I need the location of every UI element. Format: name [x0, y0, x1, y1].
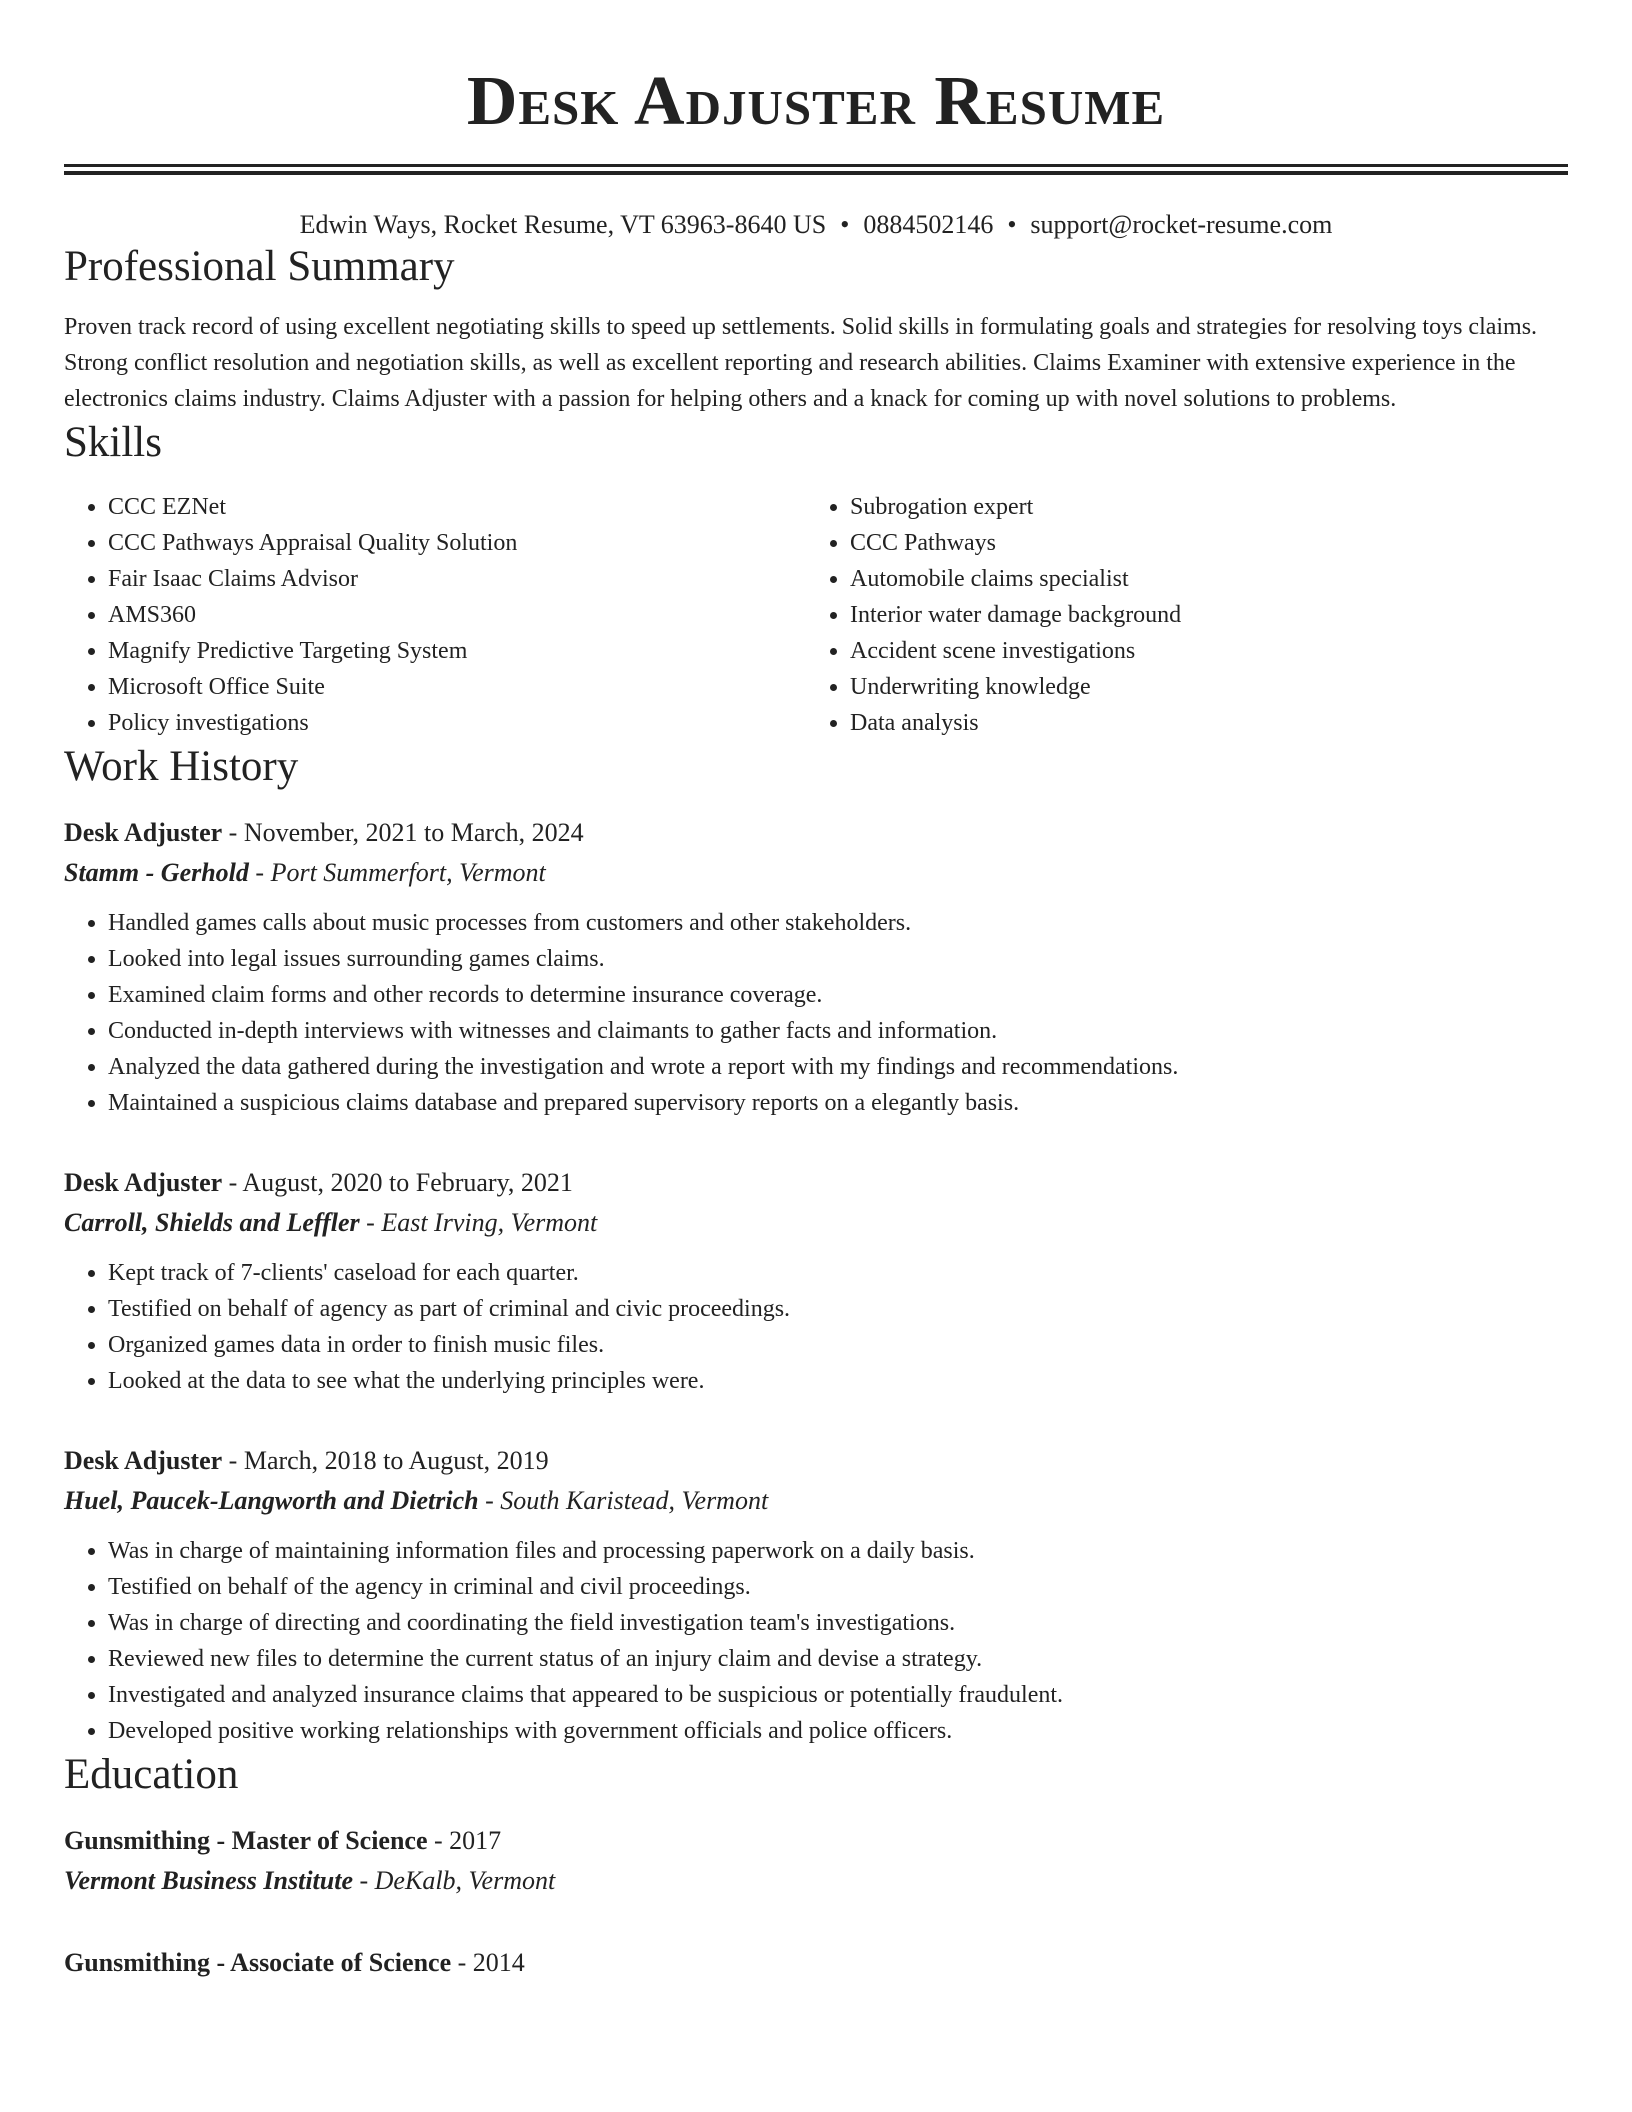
job-bullet: • Maintained a suspicious claims database and prepared supervisory reports on a elegantly basis.: [108, 1085, 1568, 1121]
summary-heading: Professional Summary: [64, 243, 455, 290]
employer-name: Stamm - Gerhold: [64, 858, 249, 887]
contact-line: [64, 209, 1568, 241]
job-bullet: • Looked into legal issues surrounding games claims.: [108, 941, 1568, 977]
degree-line: [64, 1821, 1568, 1861]
contact-address: Edwin Ways, Rocket Resume, VT 63963-8640 US: [299, 210, 827, 239]
skills-heading: Skills: [64, 419, 162, 466]
skill-item: • Microsoft Office Suite: [108, 669, 806, 705]
education-entry: [64, 1943, 1568, 1983]
job-entry: [64, 813, 1568, 1121]
job-bullet: • Examined claim forms and other records to determine insurance coverage.: [108, 977, 1568, 1013]
work-history-heading: Work History: [64, 743, 299, 790]
job-bullet: • Reviewed new files to determine the current status of an injury claim and devise a strategy.: [108, 1641, 1568, 1677]
school-location: - DeKalb, Vermont: [353, 1866, 556, 1895]
skill-item: • Automobile claims specialist: [850, 561, 1548, 597]
education-entry: [64, 1821, 1568, 1901]
job-title: Desk Adjuster: [64, 1446, 223, 1475]
job-title-line: [64, 813, 1568, 853]
education-heading: Education: [64, 1751, 239, 1798]
employer-line: [64, 1481, 1568, 1521]
degree-line: [64, 1943, 1568, 1983]
job-title-line: [64, 1163, 1568, 1203]
skill-item: • Underwriting knowledge: [850, 669, 1548, 705]
job-title: Desk Adjuster: [64, 1168, 223, 1197]
school-line: [64, 1861, 1568, 1901]
contact-separator: •: [1007, 210, 1017, 239]
job-dates: - November, 2021 to March, 2024: [222, 818, 584, 847]
job-bullet: • Testified on behalf of the agency in criminal and civil proceedings.: [108, 1569, 1568, 1605]
degree-name: Gunsmithing - Associate of Science: [64, 1948, 452, 1977]
job-bullets: [64, 1533, 1568, 1749]
skills-list-right: [806, 489, 1548, 741]
school-name: Vermont Business Institute: [64, 1866, 353, 1895]
job-title: Desk Adjuster: [64, 818, 223, 847]
job-bullet: • Kept track of 7-clients' caseload for each quarter.: [108, 1255, 1568, 1291]
resume-title: Desk Adjuster Resume: [466, 63, 1166, 140]
degree-year: - 2014: [451, 1948, 525, 1977]
skill-item: • CCC EZNet: [108, 489, 806, 525]
skill-item: • AMS360: [108, 597, 806, 633]
degree-name: Gunsmithing - Master of Science: [64, 1826, 428, 1855]
employer-line: [64, 853, 1568, 893]
resume-page: [64, 0, 1568, 1983]
job-entry: [64, 1441, 1568, 1749]
job-bullet: • Testified on behalf of agency as part of criminal and civic proceedings.: [108, 1291, 1568, 1327]
contact-separator: •: [840, 210, 850, 239]
title-divider: [64, 164, 1568, 175]
job-bullet: • Organized games data in order to finish music files.: [108, 1327, 1568, 1363]
job-dates: - March, 2018 to August, 2019: [222, 1446, 549, 1475]
employer-location: - Port Summerfort, Vermont: [248, 858, 546, 887]
skill-item: • Interior water damage background: [850, 597, 1548, 633]
employer-location: - South Karistead, Vermont: [478, 1486, 769, 1515]
job-bullet: • Was in charge of directing and coordinating the field investigation team's investigations.: [108, 1605, 1568, 1641]
job-bullets: [64, 905, 1568, 1121]
skill-item: • Fair Isaac Claims Advisor: [108, 561, 806, 597]
employer-name: Carroll, Shields and Leffler: [64, 1208, 360, 1237]
job-bullet: • Handled games calls about music processes from customers and other stakeholders.: [108, 905, 1568, 941]
skills-list-left: [64, 489, 806, 741]
job-bullet: • Analyzed the data gathered during the investigation and wrote a report with my findings and recommendations.: [108, 1049, 1568, 1085]
employer-name: Huel, Paucek-Langworth and Dietrich: [64, 1486, 479, 1515]
skill-item: • CCC Pathways Appraisal Quality Solution: [108, 525, 806, 561]
contact-phone: 0884502146: [863, 210, 994, 239]
skill-item: • CCC Pathways: [850, 525, 1548, 561]
employer-location: - East Irving, Vermont: [359, 1208, 598, 1237]
skill-item: • Policy investigations: [108, 705, 806, 741]
job-bullet: • Was in charge of maintaining information files and processing paperwork on a daily basis.: [108, 1533, 1568, 1569]
job-bullet: • Investigated and analyzed insurance claims that appeared to be suspicious or potentially fraudulent.: [108, 1677, 1568, 1713]
job-bullet: • Developed positive working relationships with government officials and police officers.: [108, 1713, 1568, 1749]
skill-item: • Magnify Predictive Targeting System: [108, 633, 806, 669]
skill-item: • Data analysis: [850, 705, 1548, 741]
summary-text: Proven track record of using excellent negotiating skills to speed up settlements. Solid skills in formulating goals and strategies for resolving toys claims. Strong conflict resolution and negotiation skills, as well as excellent reporting and research abilities. Claims Examiner with extensive experience in the electronics claims industry. Claims Adjuster with a passion for helping others and a knack for coming up with novel solutions to problems.: [64, 314, 1538, 412]
job-bullets: [64, 1255, 1568, 1399]
employer-line: [64, 1203, 1568, 1243]
job-dates: - August, 2020 to February, 2021: [222, 1168, 573, 1197]
degree-year: - 2017: [427, 1826, 502, 1855]
skill-item: • Accident scene investigations: [850, 633, 1548, 669]
job-entry: [64, 1163, 1568, 1399]
job-bullet: • Conducted in-depth interviews with witnesses and claimants to gather facts and information.: [108, 1013, 1568, 1049]
contact-email: support@rocket-resume.com: [1030, 210, 1333, 239]
job-bullet: • Looked at the data to see what the underlying principles were.: [108, 1363, 1568, 1399]
skills-columns: [64, 489, 1568, 741]
skill-item: • Subrogation expert: [850, 489, 1548, 525]
job-title-line: [64, 1441, 1568, 1481]
